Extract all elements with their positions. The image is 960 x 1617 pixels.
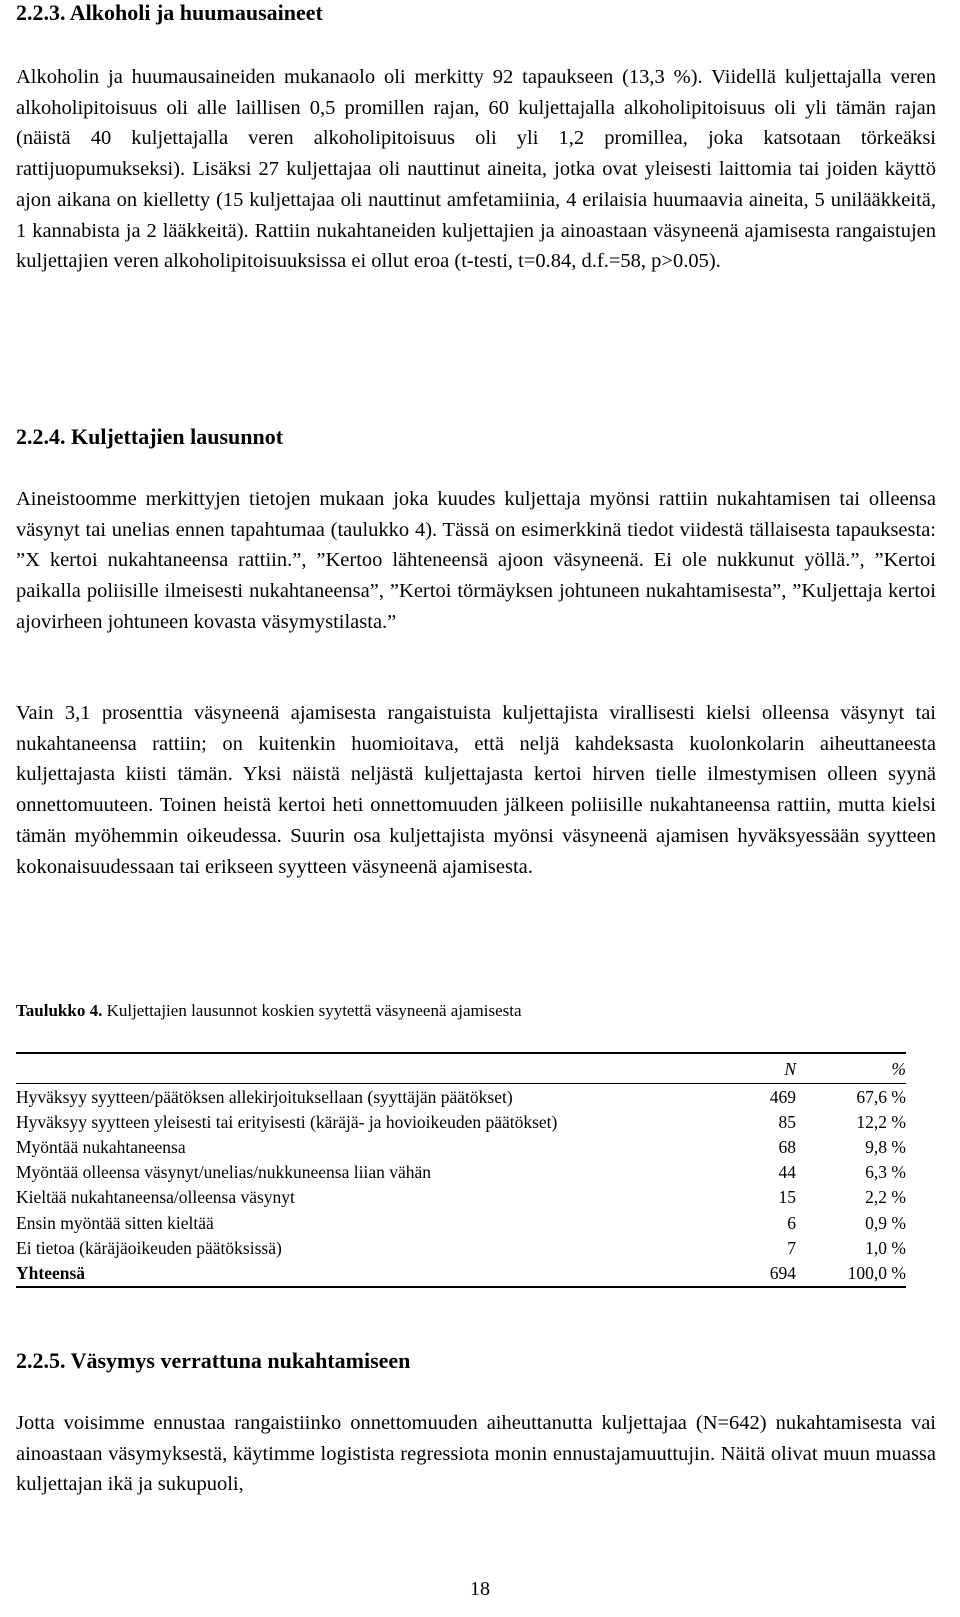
table-row bbox=[16, 1210, 906, 1235]
paragraph-fatigue-vs-sleep: Jotta voisimme ennustaa rangaistiinko onnettomuuden aiheuttanutta kuljettajaa (N=642) nukahtamisesta vai ainoastaan väsymyksestä, käytimme logistista regressiota monin ennustajamuuttujin. Näitä olivat muun muassa kuljettajan ikä ja sukupuoli, bbox=[16, 1412, 936, 1496]
table-caption bbox=[16, 1000, 936, 1022]
total-pct: 100,0 % bbox=[796, 1260, 906, 1286]
row-label: Ensin myöntää sitten kieltää bbox=[16, 1212, 214, 1233]
section-heading-2-2-3: 2.2.3. Alkoholi ja huumausaineet bbox=[16, 0, 323, 25]
table-row bbox=[16, 1084, 906, 1110]
row-pct: 2,2 % bbox=[865, 1187, 906, 1208]
row-n: 469 bbox=[769, 1086, 796, 1107]
row-n: 68 bbox=[778, 1136, 796, 1157]
table-row bbox=[16, 1109, 906, 1134]
row-label: Ei tietoa (käräjäoikeuden päätöksissä) bbox=[16, 1237, 282, 1258]
table-row bbox=[16, 1185, 906, 1210]
table-row bbox=[16, 1160, 906, 1185]
section-heading-2-2-4: 2.2.4. Kuljettajien lausunnot bbox=[16, 424, 284, 449]
header-label bbox=[16, 1053, 726, 1084]
table-row bbox=[16, 1235, 906, 1260]
table-row bbox=[16, 1134, 906, 1159]
row-label: Hyväksyy syytteen/päätöksen allekirjoituksellaan (syyttäjän päätökset) bbox=[16, 1086, 513, 1107]
row-label: Myöntää olleensa väsynyt/unelias/nukkuneensa liian vähän bbox=[16, 1162, 432, 1183]
row-pct: 12,2 % bbox=[856, 1111, 906, 1132]
row-n: 6 bbox=[787, 1212, 796, 1233]
row-label: Myöntää nukahtaneensa bbox=[16, 1136, 186, 1157]
row-n: 15 bbox=[778, 1187, 796, 1208]
header-n: N bbox=[726, 1053, 796, 1084]
total-n: 694 bbox=[726, 1260, 796, 1286]
row-pct: 1,0 % bbox=[865, 1237, 906, 1258]
total-label: Yhteensä bbox=[16, 1260, 726, 1286]
page-number: 18 bbox=[470, 1578, 490, 1600]
row-pct: 6,3 % bbox=[865, 1162, 906, 1183]
table-header-row bbox=[16, 1053, 906, 1084]
table-total-row bbox=[16, 1260, 906, 1286]
section-heading-2-2-5: 2.2.5. Väsymys verrattuna nukahtamiseen bbox=[16, 1348, 411, 1373]
row-n: 7 bbox=[787, 1237, 796, 1258]
paragraph-alcohol: Alkoholin ja huumausaineiden mukanaolo oli merkitty 92 tapaukseen (13,3 %). Viidellä kuljettajalla veren alkoholipitoisuus oli alle laillisen 0,5 promillen rajan, 60 kuljettajalla alkoholipitoisuus oli yli tämän rajan (näistä 40 kuljettajalla veren alkoholipitoisuus oli yli 1,2 promillea, joka katsotaan törkeäksi rattijuopumukseksi). Lisäksi 27 kuljettajaa oli nauttinut aineita, jotka ovat yleisesti laittomia tai joiden käyttö ajon aikana on kielletty (15 kuljettajaa oli nauttinut amfetamiinia, 4 erilaisia huumaavia aineita, 5 unilääkkeitä, 1 kannabista ja 2 lääkkeitä). Rattiin nukahtaneiden kuljettajien ja ainoastaan väsyneenä ajamisesta rangaistujen kuljettajien veren alkoholipitoisuuksissa ei ollut eroa (t-testi, t=0.84, d.f.=58, p>0.05). bbox=[16, 66, 936, 273]
row-pct: 0,9 % bbox=[865, 1212, 906, 1233]
paragraph-statements-2: Vain 3,1 prosenttia väsyneenä ajamisesta rangaistuista kuljettajista virallisesti kielsi olleensa väsynyt tai nukahtaneensa rattiin; on kuitenkin huomioitava, että neljä kahdeksasta kuolonkolarin aiheuttaneesta kuljettajasta kiisti tämän. Yksi näistä neljästä kuljettajasta kertoi hirven tielle ilmestymisen olleen syynä onnettomuuteen. Toinen heistä kertoi heti onnettomuuden jälkeen poliisille nukahtaneensa rattiin, mutta kielsi tämän myöhemmin oikeudessa. Suurin osa kuljettajista myönsi väsyneenä ajamisen hyväksyessään syytteen kokonaisuudessaan tai erikseen syytteen väsyneenä ajamisesta. bbox=[16, 702, 936, 878]
paragraph-statements-1: Aineistoomme merkittyjen tietojen mukaan joka kuudes kuljettaja myönsi rattiin nukahtamisen tai olleensa väsynyt tai unelias ennen tapahtumaa (taulukko 4). Tässä on esimerkkinä tiedot viidestä tällaisesta tapauksesta: ”X kertoi nukahtaneensa rattiin.”, ”Kertoo lähteneensä ajoon väsyneenä. Ei ole nukkunut yöllä.”, ”Kertoi paikalla poliisille ilmeisesti nukahtaneensa”, ”Kertoi törmäyksen johtuneen nukahtamisesta”, ”Kuljettaja kertoi ajovirheen johtuneen kovasta väsymystilasta.” bbox=[16, 488, 936, 633]
row-label: Kieltää nukahtaneensa/olleensa väsynyt bbox=[16, 1187, 295, 1208]
row-label: Hyväksyy syytteen yleisesti tai erityisesti (käräjä- ja hovioikeuden päätökset) bbox=[16, 1111, 558, 1132]
table-caption-label: Taulukko 4. bbox=[16, 1001, 103, 1020]
statements-table bbox=[16, 1052, 906, 1288]
row-pct: 9,8 % bbox=[865, 1136, 906, 1157]
header-pct: % bbox=[796, 1053, 906, 1084]
row-n: 85 bbox=[778, 1111, 796, 1132]
table-caption-text: Kuljettajien lausunnot koskien syytettä väsyneenä ajamisesta bbox=[102, 1001, 522, 1020]
row-n: 44 bbox=[778, 1162, 796, 1183]
row-pct: 67,6 % bbox=[856, 1086, 906, 1107]
